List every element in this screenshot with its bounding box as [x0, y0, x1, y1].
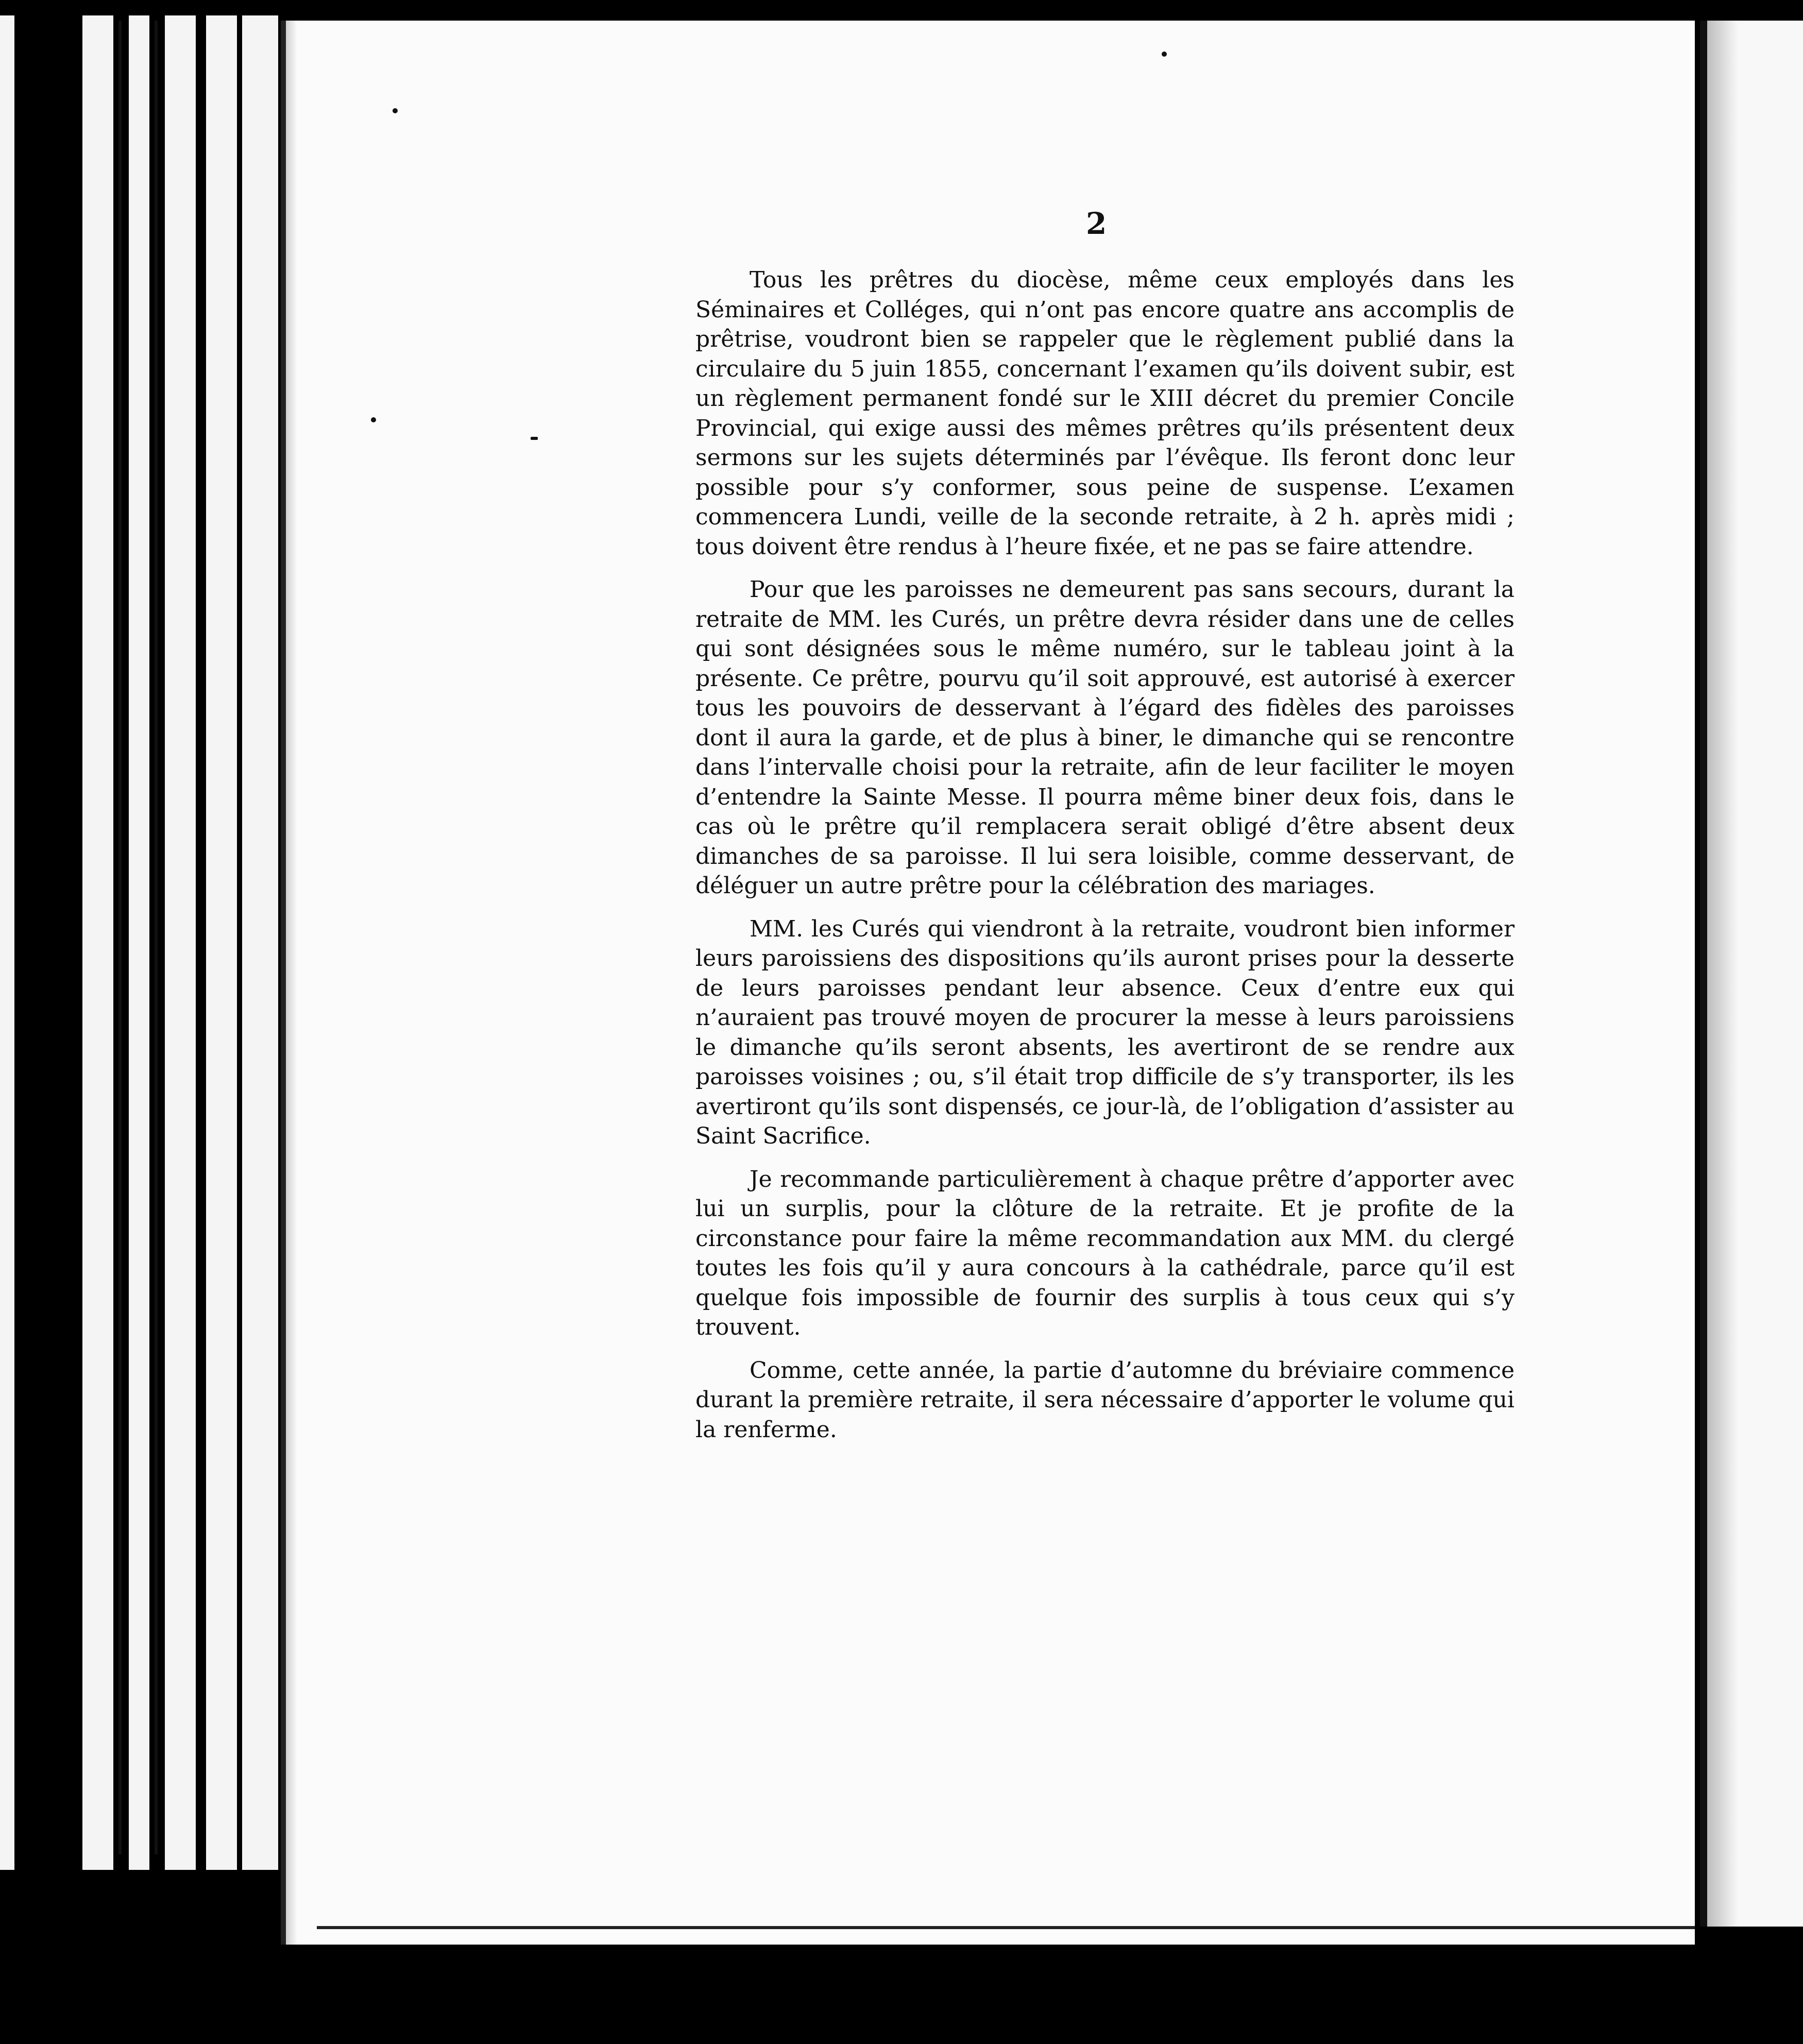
page-edge-strip [129, 15, 149, 1870]
paper-speck [393, 108, 398, 113]
paper-speck [371, 417, 376, 422]
gutter-shadow [286, 21, 297, 1945]
paper-speck [1162, 52, 1167, 57]
page-edge-strip [0, 15, 14, 1870]
paragraph: Je recommande particulièrement à chaque prêtre d’apporter avec lui un surplis, pour la clôture de la retraite. Et je profite de la circonstance pour faire la même recommandation aux MM. du clergé toutes les fois qu’il y aura concours à la cathédrale, parce qu’il est quelque fois impossible de fournir des surplis à tous ceux qui s’y trouvent. [695, 1166, 1515, 1340]
page-edge-strip [206, 15, 237, 1870]
adjacent-page-edge [1700, 21, 1803, 1927]
body-text [695, 265, 1515, 1458]
page-number: 2 [1086, 206, 1107, 241]
paper-speck [531, 437, 538, 440]
page-edge-strip [242, 15, 278, 1870]
paragraph: MM. les Curés qui viendront à la retraite, voudront bien informer leurs paroissiens des dispositions qu’ils auront prises pour la desserte de leurs paroisses pendant leur absence. Ceux d’entre eux qui n’auraient pas trouvé moyen de procurer la messe à leurs paroissiens le dimanche qu’ils seront absents, les avertiront de se rendre aux paroisses voisines ; ou, s’il était trop difficile de s’y transporter, ils les avertiront qu’ils sont dispensés, ce jour-là, de l’obligation d’assister au Saint Sacrifice. [695, 915, 1515, 1149]
page-edge-line [155, 21, 158, 1854]
paragraph: Comme, cette année, la partie d’automne du bréviaire commence durant la première retraite, il sera nécessaire d’apporter le volume qui la renferme. [695, 1357, 1515, 1443]
paragraph: Tous les prêtres du diocèse, même ceux employés dans les Séminaires et Colléges, qui n’ont pas encore quatre ans accomplis de prêtrise, voudront bien se rappeler que le règlement publié dans la circulaire du 5 juin 1855, concernant l’examen qu’ils doivent subir, est un règlement permanent fondé sur le XIII décret du premier Concile Provincial, qui exige aussi des mêmes prêtres qu’ils présentent deux sermons sur les sujets déterminés par l’évêque. Ils feront donc leur possible pour s’y conformer, sous peine de suspense. L’examen commencera Lundi, veille de la seconde retraite, à 2 h. après midi ; tous doivent être rendus à l’heure fixée, et ne pas se faire attendre. [695, 267, 1515, 560]
paragraph: Pour que les paroisses ne demeurent pas sans secours, durant la retraite de MM. les Curés, un prêtre devra résider dans une de celles qui sont désignées sous le même numéro, sur le tableau joint à la présente. Ce prêtre, pourvu qu’il soit approuvé, est autorisé à exercer tous les pouvoirs de desservant à l’égard des fidèles des paroisses dont il aura la garde, et de plus à biner, le dimanche qui se rencontre dans l’intervalle choisi pour la retraite, afin de leur faciliter le moyen d’entendre la Sainte Messe. Il pourra même biner deux fois, dans le cas où le prêtre qu’il remplacera serait obligé d’être absent deux dimanches de sa paroisse. Il lui sera loisible, comme desservant, de déléguer un autre prêtre pour la célébration des mariages. [695, 576, 1515, 899]
page-bottom-edge [317, 1926, 1695, 1929]
page-edge-strip [82, 15, 113, 1870]
adjacent-page-shadow [1707, 21, 1738, 1927]
book-page-edges [0, 0, 288, 2044]
page-edge-strip [165, 15, 196, 1870]
page-edge-line [118, 21, 122, 1854]
